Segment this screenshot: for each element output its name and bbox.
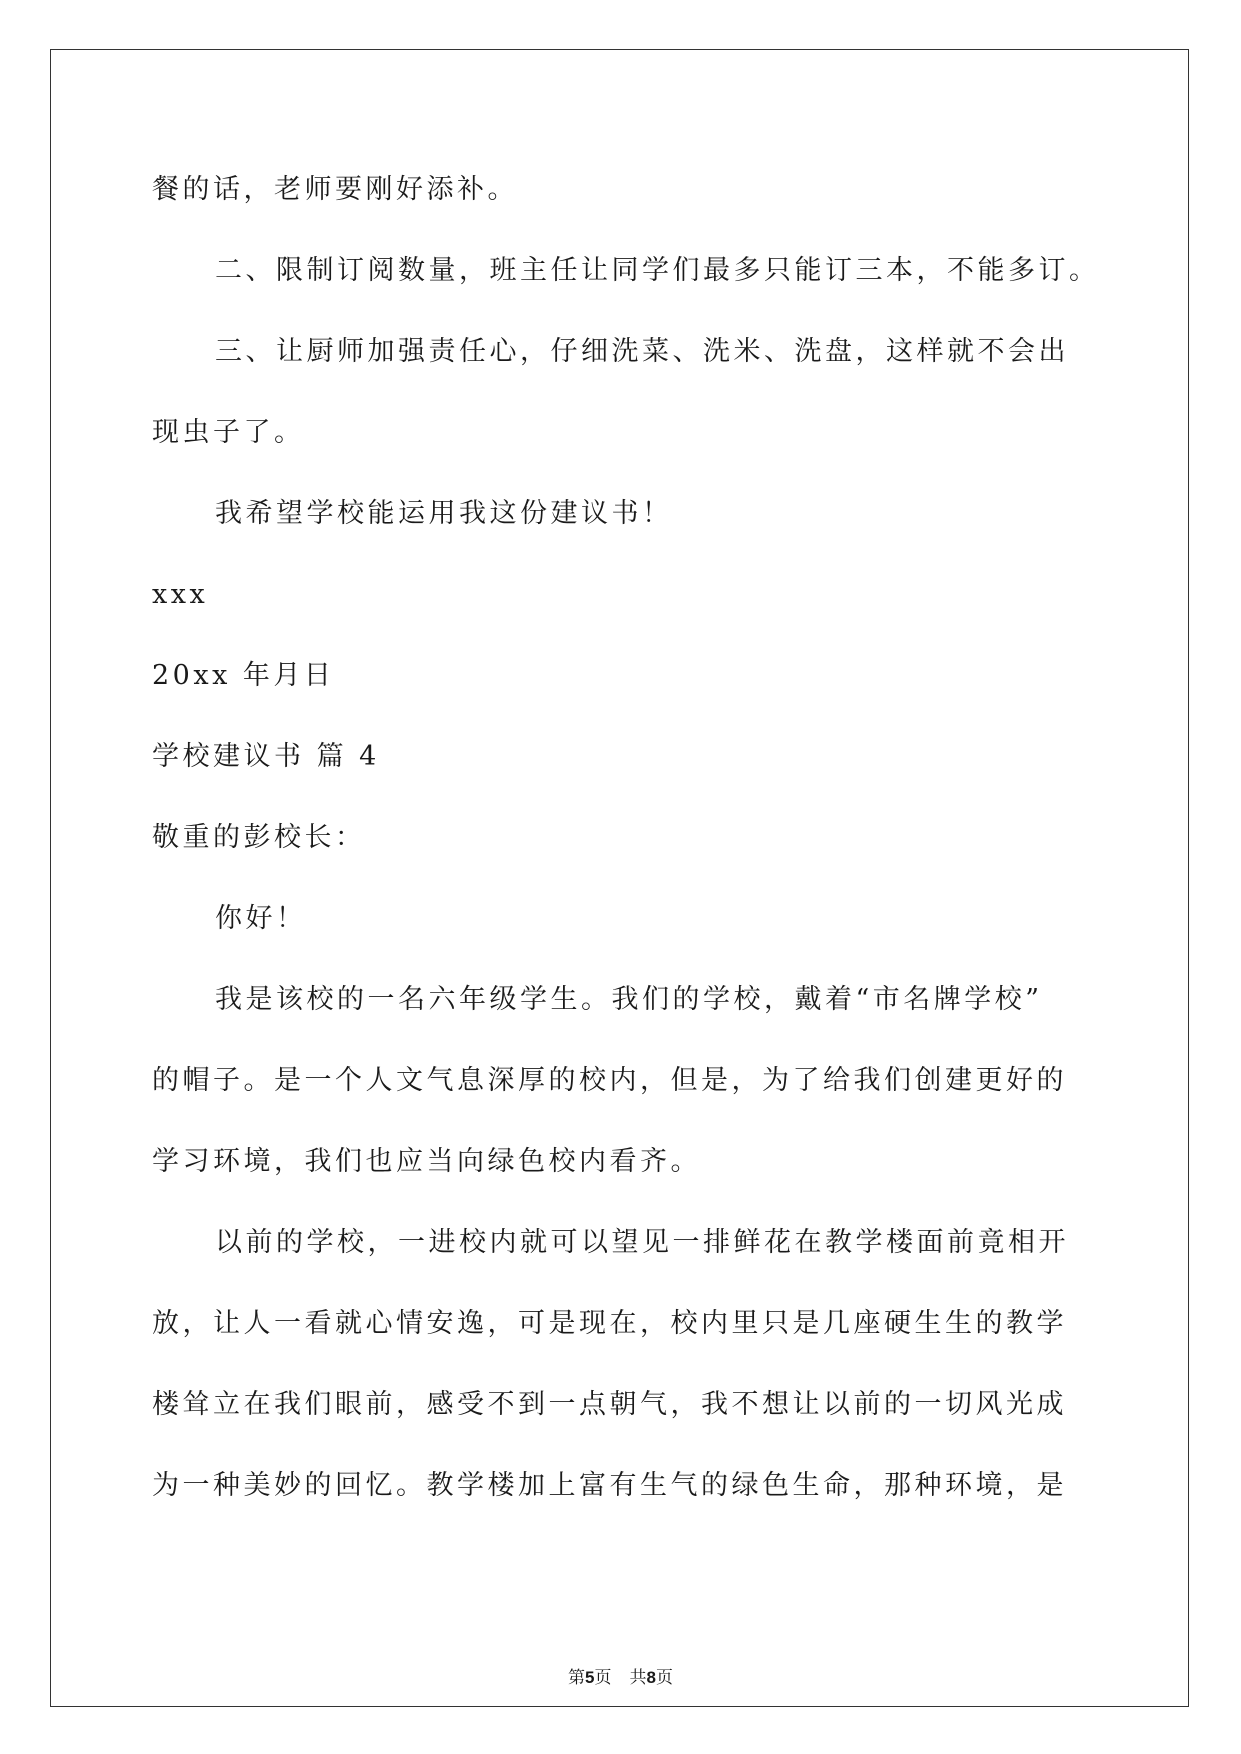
text-line: 我希望学校能运用我这份建议书！ — [215, 498, 673, 529]
page-footer — [0, 1667, 1241, 1689]
page-mid: 页 — [594, 1668, 612, 1688]
section-heading: 学校建议书 篇 4 — [152, 741, 380, 772]
text-line: 楼耸立在我们眼前，感受不到一点朝气，我不想让以前的一切风光成 — [152, 1389, 1067, 1420]
page-prefix: 第 — [568, 1668, 586, 1688]
salutation: 敬重的彭校长： — [152, 822, 366, 853]
text-line: 二、限制订阅数量，班主任让同学们最多只能订三本，不能多订。 — [215, 255, 1100, 286]
page-current: 5 — [585, 1668, 595, 1687]
page-border — [50, 49, 1189, 1707]
text-line: 学习环境，我们也应当向绿色校内看齐。 — [152, 1146, 701, 1177]
text-line: 三、让厨师加强责任心，仔细洗菜、洗米、洗盘，这样就不会出 — [215, 336, 1069, 367]
greeting: 你好！ — [215, 903, 307, 934]
text-line: 现虫子了。 — [152, 417, 305, 448]
total-suffix: 页 — [655, 1668, 673, 1688]
text-line: 我是该校的一名六年级学生。我们的学校，戴着“市名牌学校” — [215, 984, 1043, 1015]
text-line: 为一种美妙的回忆。教学楼加上富有生气的绿色生命，那种环境，是 — [152, 1470, 1067, 1501]
text-line: 以前的学校，一进校内就可以望见一排鲜花在教学楼面前竟相开 — [215, 1227, 1069, 1258]
text-line: 的帽子。是一个人文气息深厚的校内，但是，为了给我们创建更好的 — [152, 1065, 1067, 1096]
signature-line: xxx — [152, 579, 209, 610]
total-prefix: 共 — [629, 1668, 647, 1688]
text-line: 放，让人一看就心情安逸，可是现在，校内里只是几座硬生生的教学 — [152, 1308, 1067, 1339]
date-line: 20xx 年月日 — [152, 660, 335, 691]
page-total: 8 — [646, 1668, 656, 1687]
text-line: 餐的话，老师要刚好添补。 — [152, 174, 518, 205]
